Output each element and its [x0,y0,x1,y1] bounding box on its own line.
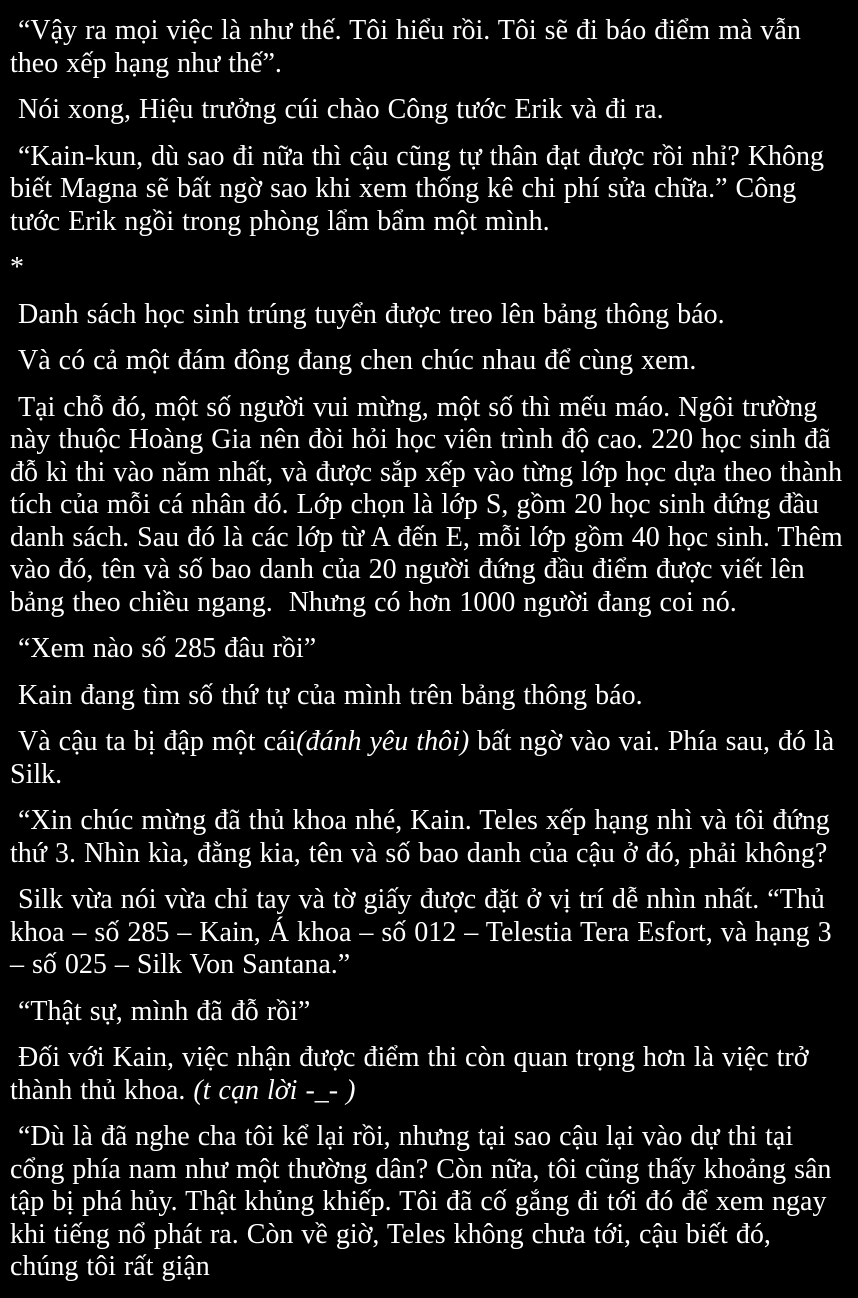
paragraph [10,15,845,80]
text-run: “Dù là đã nghe cha tôi kể lại rồi, nhưng tại sao cậu lại vào dự thi tại cổng phía nam như một thường dân? Còn nữa, tôi cũng thấy khoảng sân tập bị phá hủy. Thật khủng khiếp. Tôi đã cố gắng đi tới đó để xem ngay khi tiếng nổ phát ra. Còn về giờ, Teles không chưa tới, cậu biết đó, chúng tôi rất giận [10,1121,840,1282]
text-run: Và có cả một đám đông đang chen chúc nhau để cùng xem. [10,345,697,376]
paragraph [10,726,845,791]
paragraph [10,94,845,127]
text-run: Đối với Kain, việc nhận được điểm thi còn quan trọng hơn là việc trở thành thủ khoa. [10,1042,817,1106]
text-run: “Kain-kun, dù sao đi nữa thì cậu cũng tự thân đạt được rồi nhỉ? Không biết Magna sẽ bất ngờ sao khi xem thống kê chi phí sửa chữa.” Công tước Erik ngồi trong phòng lẩm bẩm một mình. [10,140,833,237]
text-run: “Xin chúc mừng đã thủ khoa nhé, Kain. Teles xếp hạng nhì và tôi đứng thứ 3. Nhìn kìa, đằng kia, tên và số bao danh của cậu ở đó, phải không? [10,805,838,869]
text-run: “Xem nào số 285 đâu rồi” [10,633,317,664]
paragraph [10,884,845,982]
paragraph [10,252,845,285]
text-run: Và cậu ta bị đập một cái [10,726,297,757]
paragraph [10,633,845,666]
paragraph [10,996,845,1029]
text-run: Danh sách học sinh trúng tuyển được treo lên bảng thông báo. [10,298,725,330]
text-run: Nói xong, Hiệu trưởng cúi chào Công tước Erik và đi ra. [10,94,664,125]
text-run: “Vậy ra mọi việc là như thế. Tôi hiểu rồi. Tôi sẽ đi báo điểm mà vẫn theo xếp hạng như thế”. [10,15,809,79]
paragraph [10,805,845,870]
text-run: “Thật sự, mình đã đỗ rồi” [10,995,311,1027]
novel-text [10,15,851,1284]
text-run: Silk vừa nói vừa chỉ tay và tờ giấy được đặt ở vị trí dễ nhìn nhất. “Thủ khoa – số 285 – Kain, Á khoa – số 012 – Telestia Tera Esfort, và hạng 3 – số 025 – Silk Von Santana.” [10,884,840,980]
paragraph [10,141,845,239]
paragraph [10,299,845,332]
text-run: Tại chỗ đó, một số người vui mừng, một số thì mếu máo. Ngôi trường này thuộc Hoàng Gia nên đòi hỏi học viên trình độ cao. 220 học sinh đã đỗ kì thi vào năm nhất, và được sắp xếp vào từng lớp học dựa theo thành tích của mỗi cá nhân đó. Lớp chọn là lớp S, gồm 20 học sinh đứng đầu danh sách. Sau đó là các lớp từ A đến E, mỗi lớp gồm 40 học sinh. Thêm vào đó, tên và số bao danh của 20 người đứng đầu điểm được viết lên bảng theo chiều ngang. Nhưng có hơn 1000 người đang coi nó. [10,391,851,618]
paragraph [10,680,845,713]
paragraph [10,1121,845,1284]
italic-note: (đánh yêu thôi) [296,726,470,757]
text-run: * [10,252,24,283]
italic-note: (t cạn lời -_- ) [193,1074,356,1106]
paragraph [10,1042,845,1107]
text-run: Kain đang tìm số thứ tự của mình trên bảng thông báo. [10,679,643,711]
paragraph [10,345,845,378]
paragraph [10,391,851,620]
text-run: bất ngờ vào vai. Phía sau, đó là Silk. [10,726,843,790]
